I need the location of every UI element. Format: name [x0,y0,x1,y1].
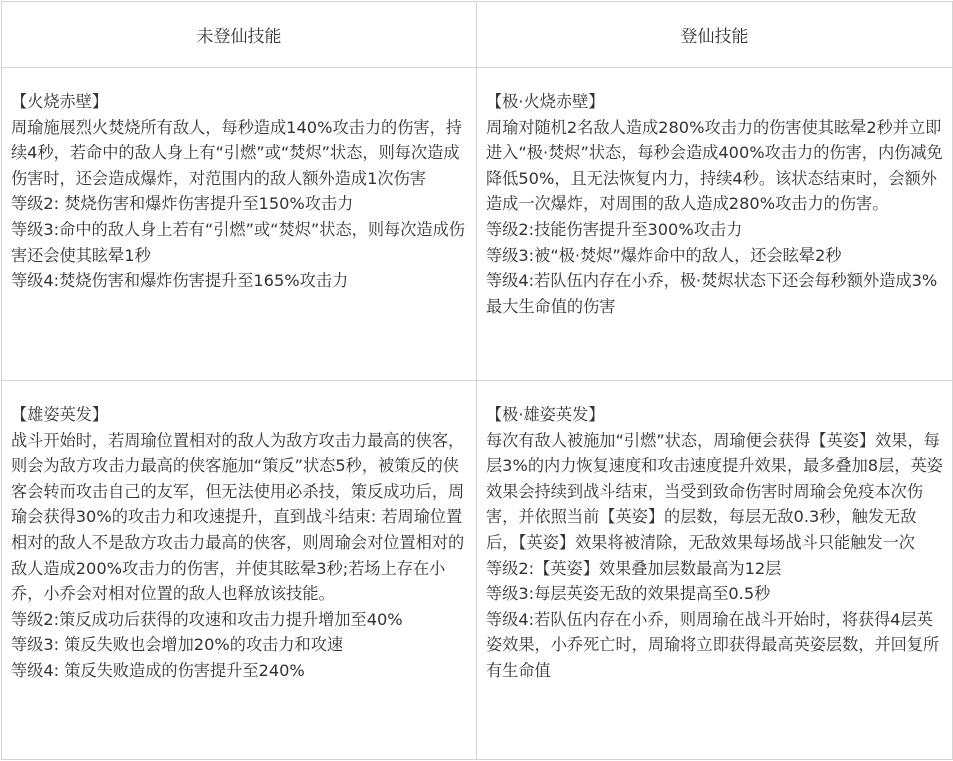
skill-name: 【雄姿英发】 [11,405,109,424]
skill-description: 周瑜施展烈火焚烧所有敌人，每秒造成140%攻击力的伤害，持续4秒，若命中的敌人身上有“引燃”或“焚烬”状态，则每次造成伤害时，还会造成爆炸，对范围内的敌人额外造成1次伤害 [11,117,462,188]
skill-level-3: 等级3:被“极·焚烬”爆炸命中的敌人，还会眩晕2秒 [486,245,842,265]
skill-level-4: 等级4: 策反失败造成的伤害提升至240% [11,660,305,680]
skill-level-3: 等级3:每层英姿无敌的效果提高至0.5秒 [486,584,771,604]
header-row [2,2,953,68]
skill-cell-ascended [477,381,953,760]
skill-name: 【火烧赤壁】 [11,92,109,111]
skill-name: 【极·雄姿英发】 [486,405,605,424]
header-ascended-skills: 登仙技能 [477,2,953,68]
skill-level-3: 等级3: 策反失败也会增加20%的攻击力和攻速 [11,635,344,655]
skill-level-4: 等级4:若队伍内存在小乔，则周瑜在战斗开始时，将获得4层英姿效果，小乔死亡时，周瑜将立即获得最高英姿层数，并回复所有生命值 [486,609,940,680]
skill-description: 每次有敌人被施加“引燃”状态，周瑜便会获得【英姿】效果，每层3%的内力恢复速度和攻击速度提升效果，最多叠加8层，英姿效果会持续到战斗结束，当受到致命伤害时周瑜会免疫本次伤害，并依照当前【英姿】的层数，每层无敌0.3秒，触发无敌后，【英姿】效果将被清除，无敌效果每场战斗只能触发一次 [486,430,943,552]
skill-level-2: 等级2:技能伤害提升至300%攻击力 [486,219,743,239]
skill-level-3: 等级3:命中的敌人身上若有“引燃”或“焚烬”状态，则每次造成伤害还会使其眩晕1秒 [11,219,465,265]
skill-level-2: 等级2: 焚烧伤害和爆炸伤害提升至150%攻击力 [11,194,354,214]
skill-description: 战斗开始时，若周瑜位置相对的敌人为敌方攻击力最高的侠客，则会为敌方攻击力最高的侠客施加“策反”状态5秒，被策反的侠客会转而攻击自己的友军，但无法使用必杀技，策反成功后，周瑜会获得30%的攻击力和攻速提升，直到战斗结束: 若周瑜位置相对的敌人不是敌方攻击力最高的侠客，则周瑜会对位置相对的敌人造成200%攻击力的伤害，并使其眩晕3秒;若场上存在小乔，小乔会对相对位置的敌人也释放该技能。 [11,430,465,604]
skill-name: 【极·火烧赤壁】 [486,92,605,111]
skill-comparison-table [1,1,953,760]
skill-cell-unascended [2,68,477,381]
table-row [2,68,953,381]
skill-cell-ascended [477,68,953,381]
skill-level-4: 等级4:若队伍内存在小乔，极·焚烬状态下还会每秒额外造成3%最大生命值的伤害 [486,271,938,316]
header-unascended-skills: 未登仙技能 [2,2,477,68]
skill-level-2: 等级2:策反成功后获得的攻速和攻击力提升增加至40% [11,609,403,629]
skill-description: 周瑜对随机2名敌人造成280%攻击力的伤害使其眩晕2秒并立即进入“极·焚烬”状态，每秒会造成400%攻击力的伤害，内伤减免降低50%，且无法恢复内力，持续4秒。该状态结束时，会额外造成一次爆炸，对周围的敌人造成280%攻击力的伤害。 [486,117,943,214]
skill-level-2: 等级2:【英姿】效果叠加层数最高为12层 [486,558,782,578]
table-row [2,381,953,760]
skill-level-4: 等级4:焚烧伤害和爆炸伤害提升至165%攻击力 [11,271,349,291]
skill-cell-unascended [2,381,477,760]
